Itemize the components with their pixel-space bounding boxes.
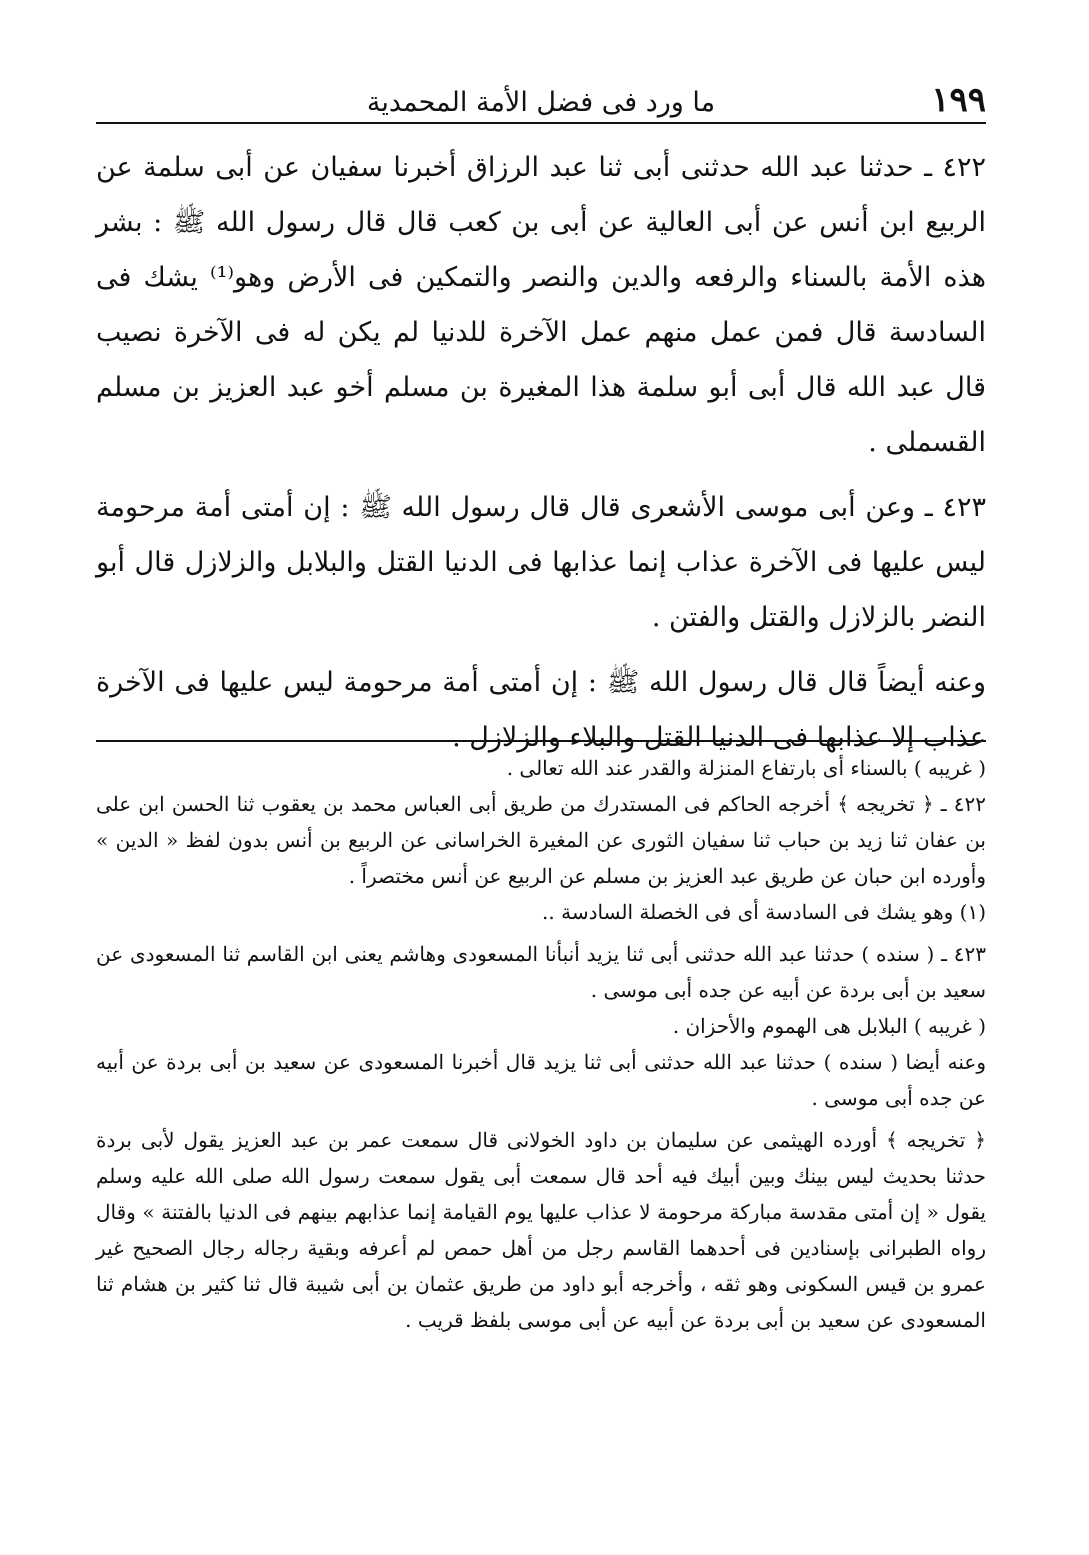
note-gharib-423: ( غريبه ) البلابل هى الهموم والأحزان .	[672, 1014, 986, 1038]
note-takhrij-423: ﴿ تخريجه ﴾ أورده الهيثمى عن سليمان بن داود الخولانى قال سمعت عمر بن عبد العزيز يقول لأبى بردة حدثنا بحديث ليس بينك وبين أبيك فيه أحد قال سمعت أبى يقول سمعت رسول الله صلى الله عليه وسلم يقول « إن أمتى مقدسة مباركة مرحومة لا عذاب عليها يوم القيامة إنما عذابهم بينهم فى الدنيا بالفتنة » وقال رواه الطبرانى بإسنادين فى أحدهما القاسم رجل من أهل حمص لم أعرفه وبقية رجاله رجال الصحيح غير عمرو بن قيس السكونى وهو ثقه ، وأخرجه أبو داود من طريق عثمان بن أبى شيبة قال ثنا كثير بن هشام ثنا المسعودى عن سعيد بن أبى بردة عن أبيه عن أبى موسى بلفظ قريب .	[96, 1128, 986, 1332]
note-sanad-423: ٤٢٣ ـ ( سنده ) حدثنا عبد الله حدثنى أبى ثنا يزيد أنبأنا المسعودى وهاشم يعنى ابن القاسم ثنا المسعودى عن سعيد بن أبى بردة عن أبيه عن جده أبى موسى .	[96, 942, 986, 1002]
note-gharib-422: ( غريبه ) بالسناء أى بارتفاع المنزلة والقدر عند الله تعالى .	[506, 756, 986, 780]
note-takhrij-422: ٤٢٢ ـ ﴿ تخريجه ﴾ أخرجه الحاكم فى المستدرك من طريق أبى العباس محمد بن يعقوب ثنا الحسن ابن على بن عفان ثنا زيد بن حباب ثنا سفيان الثورى عن المغيرة الخراسانى عن الربيع بن أنس بدون لفظ « الدين » وأورده ابن حبان عن طريق عبد العزيز بن مسلم عن الربيع عن أنس مختصراً .	[96, 792, 986, 888]
hadith-423-variant: وعنه أيضاً قال قال رسول الله ﷺ : إن أمتى أمة مرحومة ليس عليها فى الآخرة عذاب إلا عذابها فى الدنيا القتل والبلاء والزلازل .	[96, 667, 986, 753]
main-text	[96, 140, 986, 765]
hadith-422: ٤٢٢ ـ حدثنا عبد الله حدثنى أبى ثنا عبد الرزاق أخبرنا سفيان عن أبى سلمة عن الربيع ابن أنس عن أبى العالية عن أبى بن كعب قال قال رسول الله ﷺ : بشر هذه الأمة بالسناء والرفعه والدين والنصر والتمكين فى الأرض وهو⁽¹⁾ يشك فى السادسة قال فمن عمل منهم عمل الآخرة للدنيا لم يكن له فى الآخرة نصيب قال عبد الله قال أبى أبو سلمة هذا المغيرة بن مسلم أخو عبد العزيز بن مسلم القسملى .	[96, 152, 986, 458]
page-number: ١٩٩	[931, 80, 986, 120]
note-sanad-variant: وعنه أيضا ( سنده ) حدثنا عبد الله حدثنى أبى ثنا يزيد قال أخبرنا المسعودى عن سعيد بن أبى بردة عن أبيه عن جده أبى موسى .	[96, 1050, 987, 1110]
footnote-separator	[96, 740, 986, 742]
footnotes	[96, 750, 986, 1338]
hadith-423: ٤٢٣ ـ وعن أبى موسى الأشعرى قال قال رسول الله ﷺ : إن أمتى أمة مرحومة ليس عليها فى الآخرة عذاب إنما عذابها فى الدنيا القتل والبلابل والزلازل قال أبو النضر بالزلازل والقتل والفتن .	[96, 492, 986, 633]
page-header	[96, 78, 986, 124]
running-title: ما ورد فى فضل الأمة المحمدية	[366, 87, 716, 118]
note-footnote-1: (١) وهو يشك فى السادسة أى فى الخصلة السادسة ..	[542, 900, 986, 924]
